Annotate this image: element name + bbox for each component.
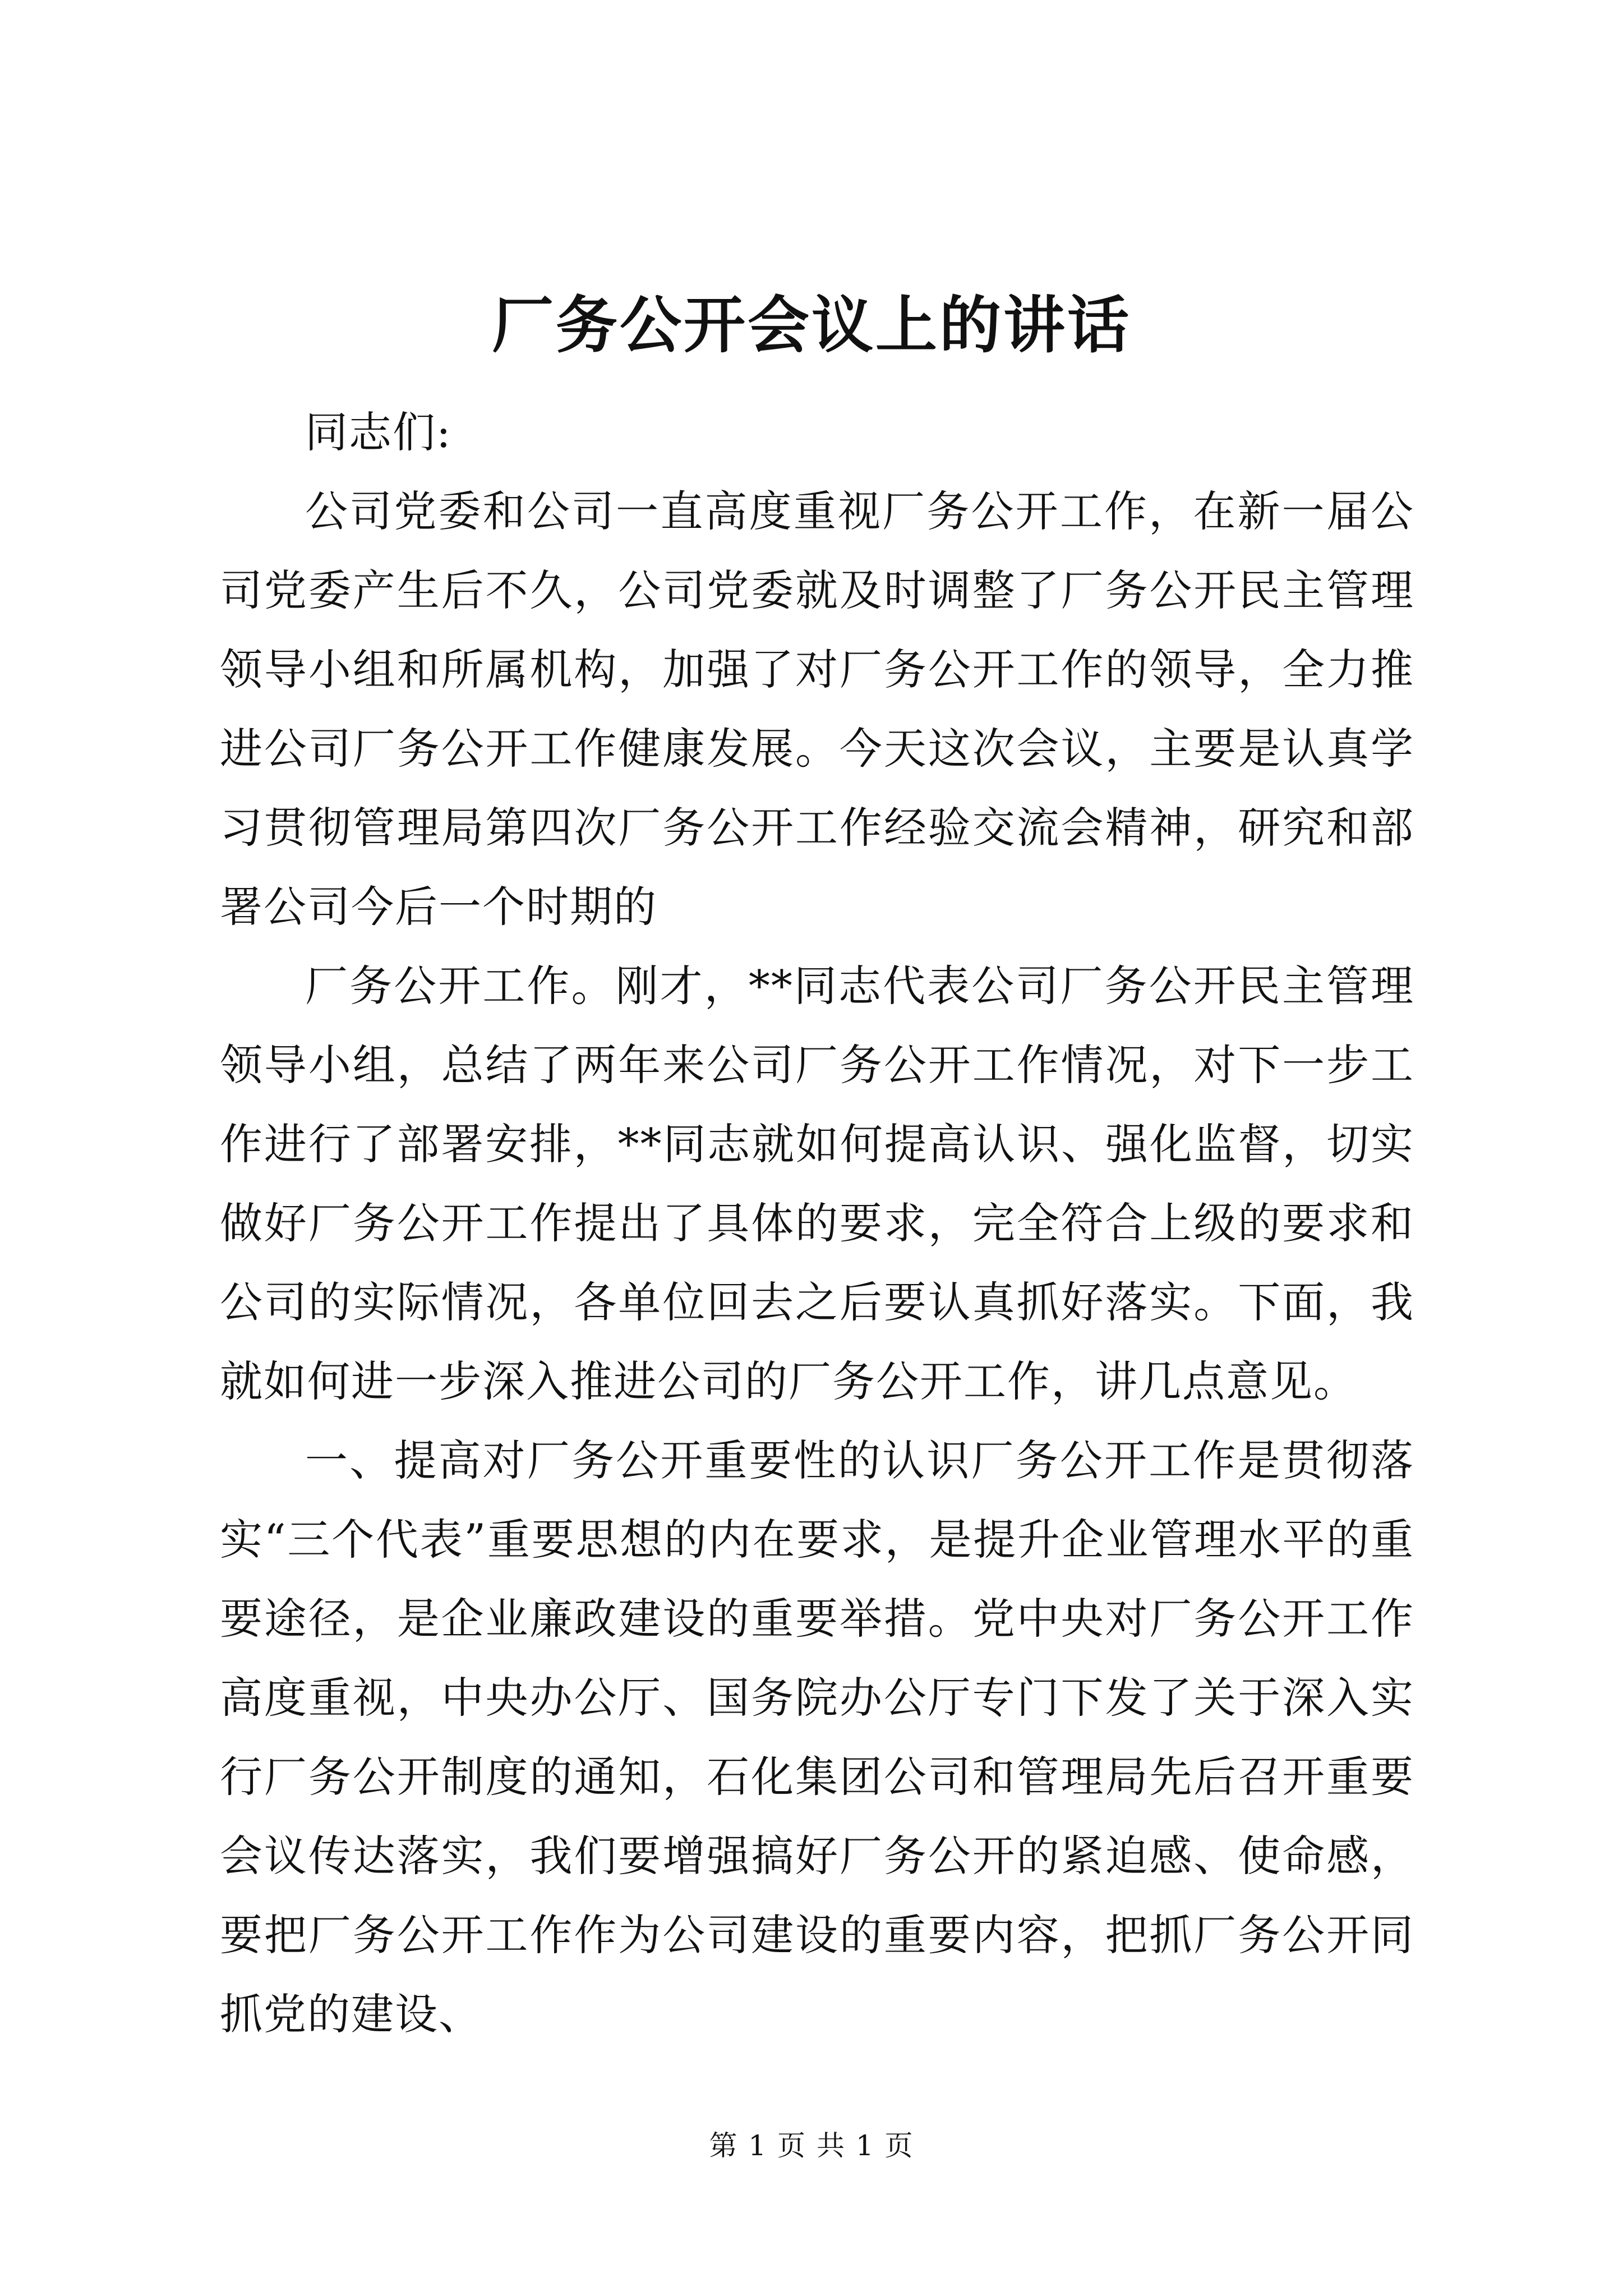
paragraph-1: 公司党委和公司一直高度重视厂务公开工作，在新一届公司党委产生后不久，公司党委就及时调整了厂务公开民主管理领导小组和所属机构，加强了对厂务公开工作的领导，全力推进公司厂务公开工作健康发展。今天这次会议，主要是认真学习贯彻管理局第四次厂务公开工作经验交流会精神，研究和部署公司今后一个时期的 [220,486,1414,932]
paragraph-2: 厂务公开工作。刚才，**同志代表公司厂务公开民主管理领导小组，总结了两年来公司厂务公开工作情况，对下一步工作进行了部署安排，**同志就如何提高认识、强化监督，切实做好厂务公开工作提出了具体的要求，完全符合上级的要求和公司的实际情况，各单位回去之后要认真抓好落实。下面，我就如何进一步深入推进公司的厂务公开工作，讲几点意见。 [220,961,1414,1406]
page-footer: 第 1 页 共 1 页 [709,2129,914,2162]
paragraph-salutation: 同志们: [305,407,452,457]
document-title: 厂务公开会议上的讲话 [492,289,1131,361]
paragraph-3: 一、提高对厂务公开重要性的认识厂务公开工作是贯彻落实“三个代表”重要思想的内在要求，是提升企业管理水平的重要途径，是企业廉政建设的重要举措。党中央对厂务公开工作高度重视，中央办公厅、国务院办公厅专门下发了关于深入实行厂务公开制度的通知，石化集团公司和管理局先后召开重要会议传达落实，我们要增强搞好厂务公开的紧迫感、使命感，要把厂务公开工作作为公司建设的重要内容，把抓厂务公开同抓党的建设、 [220,1435,1414,2039]
document-body [220,393,1414,2054]
